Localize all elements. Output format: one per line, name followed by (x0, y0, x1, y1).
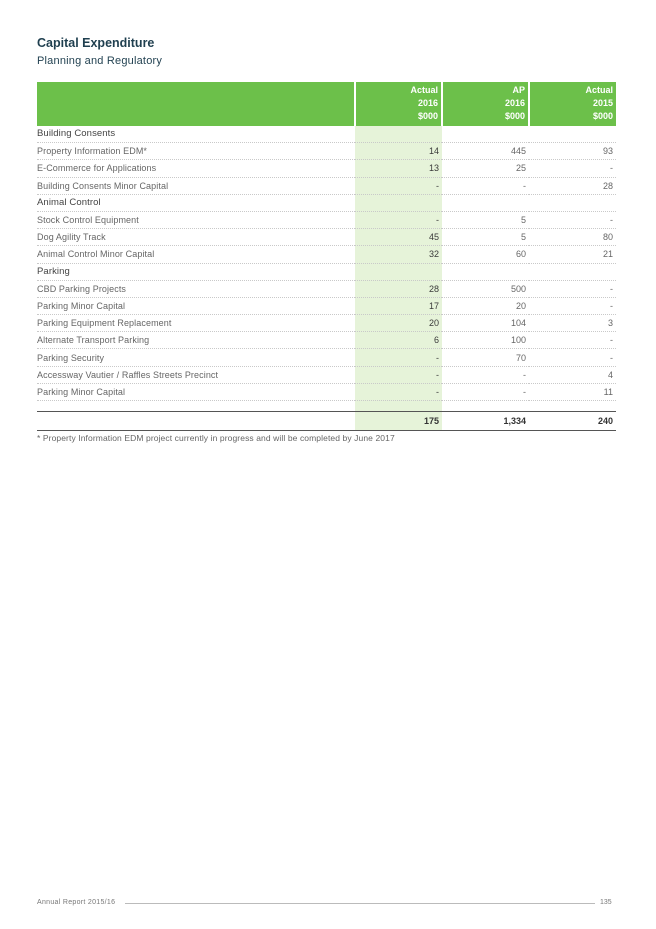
cell-actual-2015: - (529, 211, 616, 228)
row-label: Animal Control Minor Capital (37, 246, 355, 263)
page-subtitle: Planning and Regulatory (37, 55, 163, 67)
footnote: * Property Information EDM project currently in progress and will be completed by June 2017 (37, 433, 395, 443)
cell-actual-2016: 20 (355, 315, 442, 332)
row-label: Stock Control Equipment (37, 211, 355, 228)
section-row (37, 263, 616, 280)
table-row (37, 383, 616, 400)
cell-ap-2016 (442, 194, 529, 211)
header-line: Actual (410, 85, 438, 95)
table-row (37, 246, 616, 263)
cell-actual-2016: 17 (355, 297, 442, 314)
cell-ap-2016: 104 (442, 315, 529, 332)
total-actual-2016: 175 (355, 412, 442, 431)
header-line: $000 (592, 111, 613, 121)
cell-ap-2016: - (442, 177, 529, 194)
cell-ap-2016 (442, 263, 529, 280)
cell-actual-2016: 6 (355, 332, 442, 349)
total-ap-2016: 1,334 (442, 412, 529, 431)
cell-actual-2016 (355, 263, 442, 280)
spacer-row (37, 401, 616, 412)
row-label: CBD Parking Projects (37, 280, 355, 297)
table-row (37, 297, 616, 314)
cell-ap-2016: 25 (442, 160, 529, 177)
total-label (37, 412, 355, 431)
cell-actual-2016: - (355, 366, 442, 383)
section-heading: Building Consents (37, 126, 355, 143)
header-line: 2016 (504, 98, 525, 108)
row-label: E-Commerce for Applications (37, 160, 355, 177)
header-actual-2016 (355, 82, 442, 126)
cell-actual-2016: 45 (355, 229, 442, 246)
cell-actual-2016: - (355, 177, 442, 194)
cell-ap-2016: 5 (442, 211, 529, 228)
table-body (37, 126, 616, 401)
cell-ap-2016: 70 (442, 349, 529, 366)
cell-actual-2015: 93 (529, 143, 616, 160)
cell-actual-2015: 28 (529, 177, 616, 194)
total-row (37, 412, 616, 431)
spacer-cell (442, 401, 529, 412)
header-line: $000 (417, 111, 438, 121)
cell-actual-2016 (355, 126, 442, 143)
cell-actual-2015: 11 (529, 383, 616, 400)
row-label: Parking Equipment Replacement (37, 315, 355, 332)
section-heading: Parking (37, 263, 355, 280)
header-ap-2016 (442, 82, 529, 126)
page-title: Capital Expenditure (37, 36, 155, 50)
cell-ap-2016: 20 (442, 297, 529, 314)
cell-actual-2016: - (355, 349, 442, 366)
cell-actual-2015: - (529, 332, 616, 349)
row-label: Parking Minor Capital (37, 383, 355, 400)
table-row (37, 160, 616, 177)
table-row (37, 366, 616, 383)
cell-actual-2015: - (529, 160, 616, 177)
table-row (37, 229, 616, 246)
row-label: Building Consents Minor Capital (37, 177, 355, 194)
cell-actual-2016: 32 (355, 246, 442, 263)
cell-actual-2015: 80 (529, 229, 616, 246)
page-number: 135 (600, 899, 612, 906)
cell-ap-2016: 100 (442, 332, 529, 349)
header-line: AP (512, 85, 525, 95)
cell-ap-2016: - (442, 383, 529, 400)
cell-actual-2016 (355, 194, 442, 211)
header-actual-2015 (529, 82, 616, 126)
section-row (37, 126, 616, 143)
table-row (37, 280, 616, 297)
spacer-cell (37, 401, 355, 412)
cell-ap-2016 (442, 126, 529, 143)
cell-ap-2016: 445 (442, 143, 529, 160)
section-heading: Animal Control (37, 194, 355, 211)
table-footer (37, 401, 616, 431)
cell-ap-2016: 5 (442, 229, 529, 246)
row-label: Property Information EDM* (37, 143, 355, 160)
cell-actual-2016: 14 (355, 143, 442, 160)
cell-actual-2015: 21 (529, 246, 616, 263)
header-line: Actual (585, 85, 613, 95)
table-header (37, 82, 616, 126)
total-actual-2015: 240 (529, 412, 616, 431)
section-row (37, 194, 616, 211)
row-label: Accessway Vautier / Raffles Streets Precinct (37, 366, 355, 383)
table-row (37, 177, 616, 194)
cell-actual-2015: 4 (529, 366, 616, 383)
header-label-column (37, 82, 355, 126)
cell-actual-2015: 3 (529, 315, 616, 332)
row-label: Dog Agility Track (37, 229, 355, 246)
cell-ap-2016: - (442, 366, 529, 383)
cell-actual-2015 (529, 194, 616, 211)
footer-report-name: Annual Report 2015/16 (37, 899, 116, 906)
row-label: Parking Security (37, 349, 355, 366)
cell-actual-2016: - (355, 383, 442, 400)
row-label: Parking Minor Capital (37, 297, 355, 314)
cell-actual-2015 (529, 263, 616, 280)
cell-actual-2016: - (355, 211, 442, 228)
spacer-cell (355, 401, 442, 412)
table-row (37, 143, 616, 160)
header-line: 2015 (592, 98, 613, 108)
cell-actual-2015: - (529, 297, 616, 314)
header-line: 2016 (417, 98, 438, 108)
header-line: $000 (504, 111, 525, 121)
cell-ap-2016: 500 (442, 280, 529, 297)
table-row (37, 332, 616, 349)
cell-actual-2015: - (529, 349, 616, 366)
capital-expenditure-table (37, 82, 616, 431)
table-row (37, 211, 616, 228)
row-label: Alternate Transport Parking (37, 332, 355, 349)
table-row (37, 315, 616, 332)
spacer-cell (529, 401, 616, 412)
cell-ap-2016: 60 (442, 246, 529, 263)
cell-actual-2015 (529, 126, 616, 143)
cell-actual-2016: 28 (355, 280, 442, 297)
footer-divider (125, 903, 595, 904)
cell-actual-2016: 13 (355, 160, 442, 177)
table-row (37, 349, 616, 366)
cell-actual-2015: - (529, 280, 616, 297)
